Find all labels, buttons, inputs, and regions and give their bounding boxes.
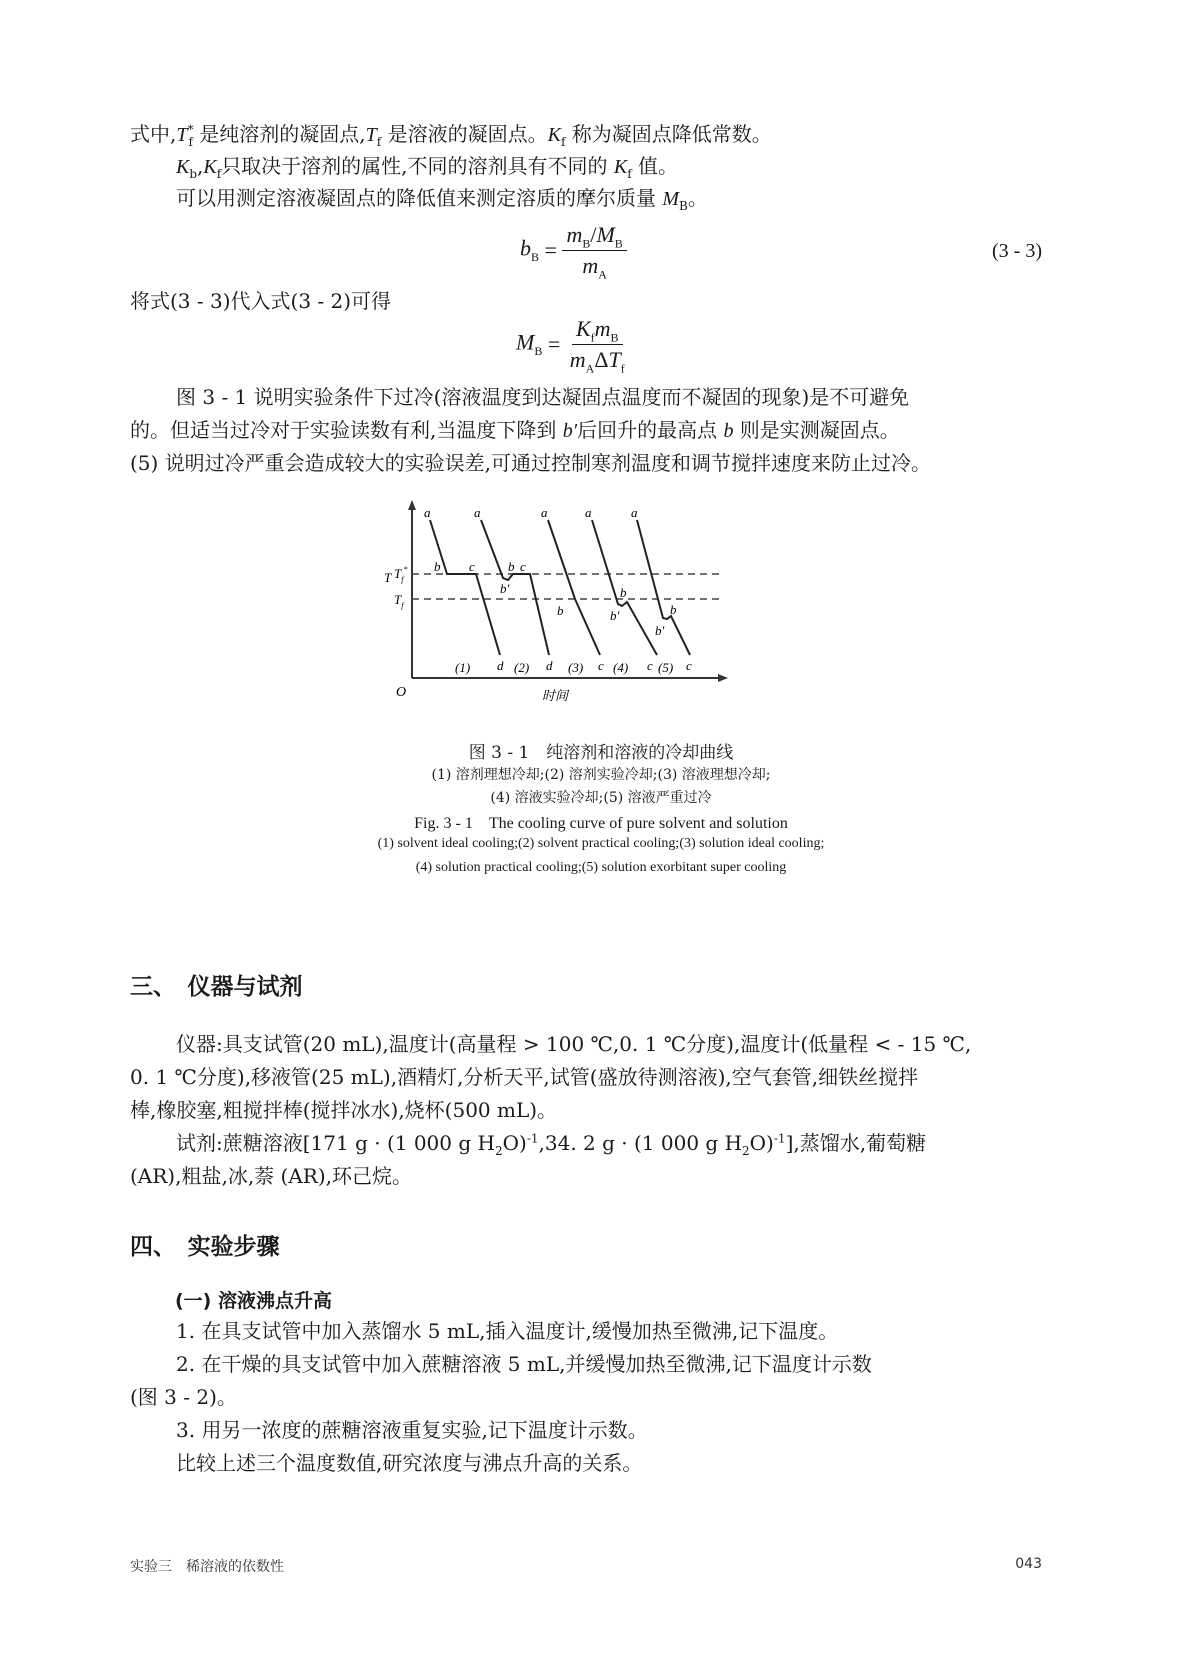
var: m [569,347,586,372]
subscript: 2 [494,1144,503,1158]
label-d: d [546,658,553,673]
var: m [566,222,583,247]
subscript: B [610,330,619,345]
eq-lhs: b [520,235,531,261]
subscript: f [216,167,222,181]
cooling-curve-figure [380,500,760,730]
symbol-kf: K [613,156,628,178]
label-b: b [620,585,627,600]
equation-molar-mass [516,316,629,376]
symbol-kf: K [203,156,217,178]
step-1: 1. 在具支试管中加入蒸馏水 5 mL,插入温度计,缓慢加热至微沸,记下温度。 [176,1319,839,1343]
step-3: 3. 用另一浓度的蔗糖溶液重复实验,记下温度计示数。 [176,1418,648,1442]
delta: Δ [594,347,609,372]
step-2-line-2: (图 3 - 2)。 [130,1385,237,1409]
fraction [566,316,629,376]
section-heading-instruments: 三、 仪器与试剂 [130,974,303,1000]
text: 式中, [130,122,177,146]
subscript: f [627,167,632,181]
text: 则是实测凝固点。 [733,418,900,442]
figure-caption-en-sub1: (1) solvent ideal cooling;(2) solvent practical cooling;(3) solution ideal cooling; [377,836,825,851]
instruments-line-2: 0. 1 ℃分度),移液管(25 mL),酒精灯,分析天平,试管(盛放待测溶液),空气套管,细铁丝搅拌 [130,1065,919,1089]
symbol-b: b [723,420,734,442]
equals-sign: = [547,331,561,357]
origin-label: O [396,685,407,700]
denominator [566,345,629,376]
subscript: B [679,199,688,213]
subscript: f [376,135,382,149]
symbol-mb: M [662,188,680,210]
page-number: 043 [1015,1556,1042,1572]
subscript: f [590,330,595,345]
text: O) [502,1131,527,1155]
intro-line-1 [130,117,1030,152]
equation-3-3 [520,222,627,282]
instruments-line-1: 仪器:具支试管(20 mL),温度计(高量程 > 100 ℃,0. 1 ℃分度),温度计(低量程 < - 15 ℃, [176,1032,972,1056]
subscript: f [620,361,625,376]
label-c: c [647,658,653,673]
label-a: a [631,505,638,520]
footer-chapter: 实验三 稀溶液的依数性 [130,1559,284,1575]
intro-line-3 [130,181,1076,216]
text: 值。 [631,154,679,178]
label-a: a [585,505,592,520]
reagents-line-2: (AR),粗盐,冰,萘 (AR),环己烷。 [130,1164,413,1188]
text: ],蒸馏水,葡萄糖 [785,1131,927,1155]
subscript: A [585,361,595,376]
symbol-tf: T [365,124,377,146]
text: 试剂:蔗糖溶液[171 g · (1 000 g H [176,1131,495,1155]
denominator [578,251,611,282]
subscript: B [582,236,591,251]
explain-line-3: (5) 说明过冷严重会造成较大的实验误差,可通过控制寒剂温度和调节搅拌速度来防止过冷。 [130,451,932,475]
subscript: B [531,249,540,264]
curve-id-2: (2) [514,660,530,675]
text: ,34. 2 g · (1 000 g H [538,1131,743,1155]
subscript: B [614,236,623,251]
text: 的。但适当过冷对于实验读数有利,当温度下降到 [130,418,563,442]
tf-label [394,592,405,610]
label-a: a [541,505,548,520]
superscript: -1 [773,1131,786,1146]
section-heading-procedure: 四、 实验步骤 [130,1234,280,1260]
label-b: b [434,559,441,574]
subscript: B [534,343,543,358]
symbol-kf: K [547,124,561,146]
text: 后回升的最高点 [577,418,724,442]
figure-caption-cn: 图 3 - 1 纯溶剂和溶液的冷却曲线 [468,743,734,763]
tf-sub: f [401,601,404,610]
tf-star-label [394,565,407,584]
equation-number: (3 - 3) [992,240,1042,262]
substitute-text: 将式(3 - 3)代入式(3 - 2)可得 [130,289,392,313]
figure-caption-cn-sub2: (4) 溶液实验冷却;(5) 溶液严重过冷 [490,790,712,806]
numerator [572,316,623,345]
superscript: -1 [526,1131,539,1146]
label-c: c [520,559,526,574]
symbol-b-prime: b′ [562,420,578,442]
subscript: f [188,135,193,149]
label-a: a [424,505,431,520]
label-c: c [686,658,692,673]
figure-caption-en: Fig. 3 - 1 The cooling curve of pure solvent and solution [414,815,788,832]
label-d: d [497,658,504,673]
text: 称为凝固点降低常数。 [565,122,772,146]
eq-lhs: M [516,329,535,355]
text: 可以用测定溶液凝固点的降低值来测定溶质的摩尔质量 [176,186,663,210]
tf-star-sub: f [401,575,404,584]
conclusion: 比较上述三个温度数值,研究浓度与沸点升高的关系。 [176,1451,643,1475]
x-axis-label: 时间 [542,689,569,704]
text: , [197,154,204,178]
text: 是纯溶剂的凝固点, [192,122,366,146]
curve-id-1: (1) [455,660,471,675]
text: 是溶液的凝固点。 [381,122,548,146]
tf-star-symbol: T [394,566,402,581]
label-b: b [670,602,677,617]
superscript: * [187,122,194,137]
curve-id-3: (3) [568,660,584,675]
curve-3 [548,520,600,655]
figure-caption-cn-sub1: (1) 溶剂理想冷却;(2) 溶剂实验冷却;(3) 溶液理想冷却; [431,767,771,783]
step-2-line-1: 2. 在干燥的具支试管中加入蔗糖溶液 5 mL,并缓慢加热至微沸,记下温度计示数 [176,1352,872,1376]
explain-line-2 [130,413,1030,448]
explain-line-1: 图 3 - 1 说明实验条件下过冷(溶液温度到达凝固点温度而不凝固的现象)是不可避免 [176,385,910,409]
instruments-line-3: 棒,橡胶塞,粗搅拌棒(搅拌冰水),烧杯(500 mL)。 [130,1098,558,1122]
label-c: c [469,559,475,574]
numerator [562,222,626,251]
subsection-heading: (一) 溶液沸点升高 [175,1290,332,1312]
var: T [608,347,621,372]
subscript: 2 [742,1144,750,1158]
curve-id-5: (5) [658,660,674,675]
slash: / [590,222,597,247]
label-b-prime: b′ [610,608,620,623]
var: K [575,316,591,341]
y-axis-label: T [384,570,392,585]
var: M [596,222,615,247]
text: 。 [687,186,708,210]
label-b: b [557,603,564,618]
fraction [562,222,626,282]
label-b: b [508,559,515,574]
text: 只取决于溶剂的属性,不同的溶剂具有不同的 [221,154,614,178]
reagents-line-1 [130,1126,1076,1160]
tf-symbol: T [394,592,402,607]
subscript: f [560,135,566,149]
x-axis-arrow [718,674,728,682]
figure-caption-en-sub2: (4) solution practical cooling;(5) solution exorbitant super cooling [415,860,787,875]
intro-line-2 [130,149,1076,184]
label-b-prime: b′ [500,581,510,596]
subscript: b [189,167,198,181]
label-b-prime: b′ [655,623,665,638]
curve-2 [481,520,549,655]
tf-star-sup: * [403,565,408,574]
text: O) [749,1131,774,1155]
curve-id-4: (4) [613,660,629,675]
symbol-kb: K [176,156,190,178]
equals-sign: = [544,237,557,263]
var: m [594,316,611,341]
label-c: c [598,658,604,673]
symbol-tf-star: T [176,124,188,146]
y-axis-arrow [408,500,416,510]
subscript: A [598,267,607,282]
var: m [582,253,599,278]
label-a: a [474,505,481,520]
